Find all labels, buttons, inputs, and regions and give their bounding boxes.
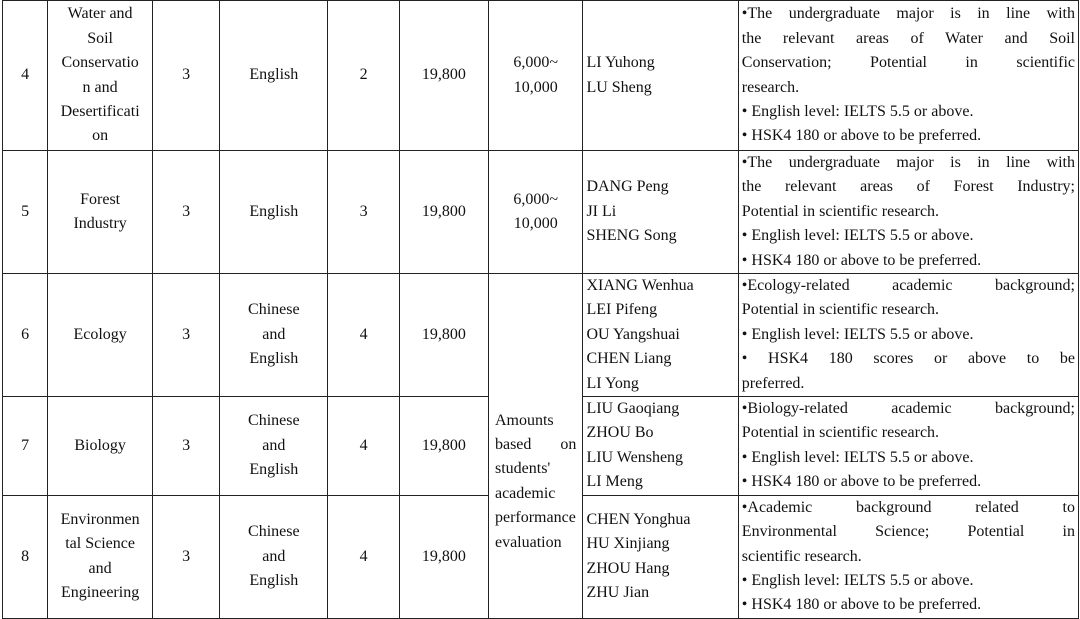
major-name: Water and Soil Conservatio n and Desertificati on — [48, 1, 153, 151]
supervisors: DANG Peng JI Li SHENG Song — [583, 151, 738, 274]
teaching-language: Chinese and English — [220, 274, 328, 397]
admission-requirements: •Biology-related academic background; Potential in scientific research. • English level: IELTS 5.5 or above. • HSK4 180 or above to be preferred. — [738, 397, 1078, 496]
major-name: Ecology — [48, 274, 153, 397]
stipend: 6,000~ 10,000 — [488, 151, 582, 274]
table-row — [3, 151, 1079, 274]
stipend: 6,000~ 10,000 — [488, 1, 582, 151]
row-number: 5 — [3, 151, 48, 274]
row-number: 6 — [3, 274, 48, 397]
major-name: Environmen tal Science and Engineering — [48, 495, 153, 618]
duration-years: 3 — [153, 274, 220, 397]
tuition: 19,800 — [399, 1, 488, 151]
teaching-language: English — [220, 151, 328, 274]
programs-table — [2, 0, 1079, 619]
table-row — [3, 274, 1079, 397]
quota: 2 — [328, 1, 399, 151]
quota: 4 — [328, 495, 399, 618]
admission-requirements: •The undergraduate major is in line with the relevant areas of Forest Industry; Potential in scientific research. • English level: IELTS 5.5 or above. • HSK4 180 or above to be preferred. — [738, 151, 1078, 274]
stipend-merged: Amounts based on students' academic performance evaluation — [488, 274, 582, 619]
row-number: 8 — [3, 495, 48, 618]
tuition: 19,800 — [399, 397, 488, 496]
duration-years: 3 — [153, 1, 220, 151]
admission-requirements: •The undergraduate major is in line with the relevant areas of Water and Soil Conservation; Potential in scientific research. • English level: IELTS 5.5 or above. • HSK4 180 or above to be preferred. — [738, 1, 1078, 151]
tuition: 19,800 — [399, 151, 488, 274]
major-name: Biology — [48, 397, 153, 496]
tuition: 19,800 — [399, 495, 488, 618]
tuition: 19,800 — [399, 274, 488, 397]
row-number: 4 — [3, 1, 48, 151]
teaching-language: English — [220, 1, 328, 151]
admission-requirements: •Academic background related to Environmental Science; Potential in scientific research. • English level: IELTS 5.5 or above. • HSK4 180 or above to be preferred. — [738, 495, 1078, 618]
quota: 4 — [328, 397, 399, 496]
supervisors: LIU Gaoqiang ZHOU Bo LIU Wensheng LI Meng — [583, 397, 738, 496]
row-number: 7 — [3, 397, 48, 496]
duration-years: 3 — [153, 151, 220, 274]
supervisors: XIANG Wenhua LEI Pifeng OU Yangshuai CHEN Liang LI Yong — [583, 274, 738, 397]
supervisors: CHEN Yonghua HU Xinjiang ZHOU Hang ZHU Jian — [583, 495, 738, 618]
table-row — [3, 1, 1079, 151]
duration-years: 3 — [153, 397, 220, 496]
major-name: Forest Industry — [48, 151, 153, 274]
duration-years: 3 — [153, 495, 220, 618]
quota: 4 — [328, 274, 399, 397]
quota: 3 — [328, 151, 399, 274]
teaching-language: Chinese and English — [220, 397, 328, 496]
supervisors: LI Yuhong LU Sheng — [583, 1, 738, 151]
teaching-language: Chinese and English — [220, 495, 328, 618]
admission-requirements: •Ecology-related academic background; Potential in scientific research. • English level: IELTS 5.5 or above. • HSK4 180 scores or above to be preferred. — [738, 274, 1078, 397]
